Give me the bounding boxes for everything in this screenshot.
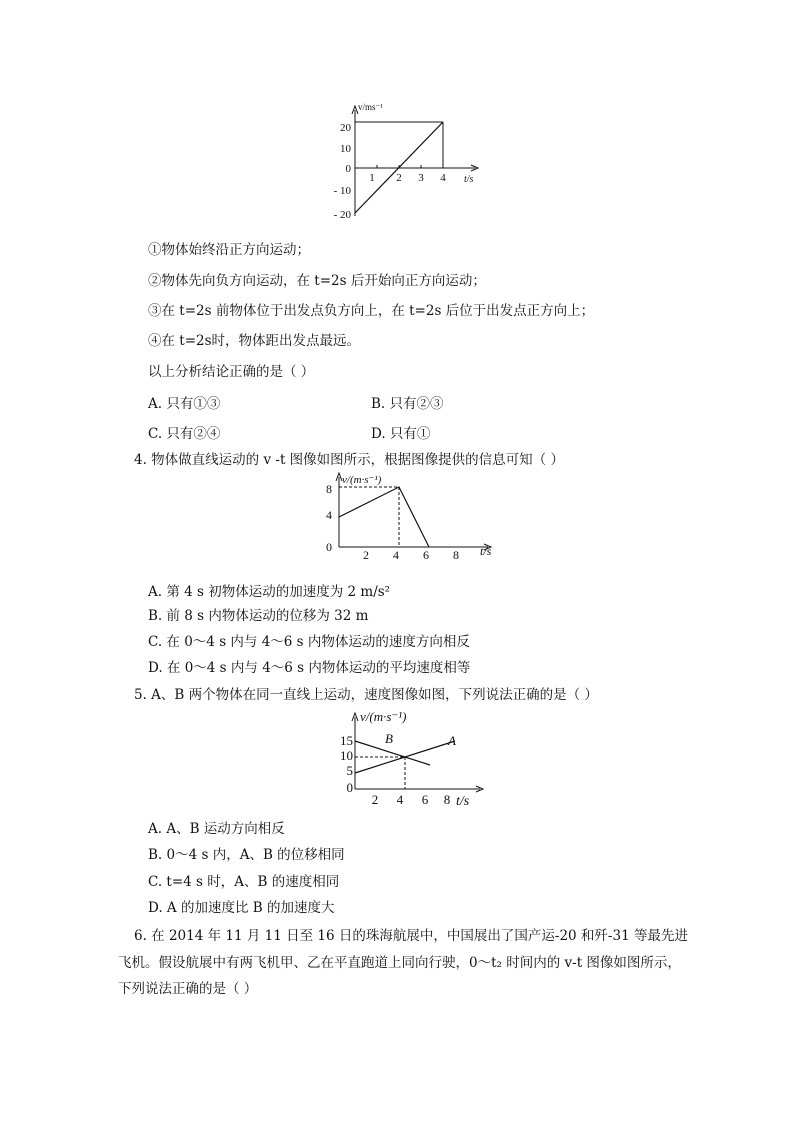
y-tick-label: 0 [346,780,353,795]
statement-3: ③在 t=2s 前物体位于出发点负方向上，在 t=2s 后位于出发点正方向上； [148,303,595,319]
y-tick-label: 10 [340,143,351,155]
y-tick-label: - 10 [333,185,351,197]
x-tick-label: 3 [418,172,424,184]
y-tick-label: 20 [340,122,351,134]
statement-4: ④在 t=2s时，物体距出发点最远。 [148,333,361,349]
y-tick-label: 0 [326,540,332,554]
option-d[interactable]: D. 只有① [371,426,431,442]
velocity-time-graph-1 [325,98,485,223]
question-6-line-3: 下列说法正确的是（ ） [118,981,258,997]
velocity-time-graph-3 [330,703,490,813]
option-c[interactable]: C. 只有②④ [148,426,221,442]
option-d[interactable]: D. A 的加速度比 B 的加速度大 [148,900,335,916]
x-tick-label: 1 [369,172,375,184]
x-tick-label: 6 [421,792,429,807]
option-d[interactable]: D. 在 0～4 s 内与 4～6 s 内物体运动的平均速度相等 [148,660,471,676]
x-tick-label: 6 [423,548,429,562]
y-tick-label: 15 [340,733,353,748]
question-4-stem: 4. 物体做直线运动的 v -t 图像如图所示，根据图像提供的信息可知（ ） [134,452,564,468]
x-tick-label: 2 [363,548,369,562]
question-5-stem: 5. A、B 两个物体在同一直线上运动，速度图像如图，下列说法正确的是（ ） [134,687,598,703]
series-label-a: A [448,733,456,748]
option-c[interactable]: C. t=4 s 时，A、B 的速度相同 [148,874,340,890]
y-tick-label: 5 [346,763,353,778]
y-axis-label: v/(m·s⁻¹) [360,709,407,724]
option-b[interactable]: B. 0～4 s 内，A、B 的位移相同 [148,847,345,863]
x-axis-label: t/s [480,544,492,558]
y-tick-label: 8 [326,482,332,496]
statement-2: ②物体先向负方向运动，在 t=2s 后开始向正方向运动； [148,273,486,289]
question-prompt: 以上分析结论正确的是（ ） [148,364,315,380]
x-tick-label: 8 [453,548,459,562]
y-tick-label: 4 [326,508,332,522]
velocity-time-graph-2 [320,467,510,564]
y-tick-label: 0 [345,163,351,175]
y-tick-label: 10 [340,748,353,763]
option-a[interactable]: A. 只有①③ [148,396,221,412]
x-tick-label: 2 [396,172,402,184]
x-tick-label: 4 [440,172,446,184]
statement-1: ①物体始终沿正方向运动； [148,242,310,258]
option-a[interactable]: A. A、B 运动方向相反 [148,821,285,837]
x-tick-label: 2 [371,792,379,807]
x-tick-label: 4 [396,792,404,807]
x-tick-label: 8 [443,792,451,807]
x-tick-label: 4 [393,548,399,562]
velocity-line [339,487,429,547]
question-6-line-1: 6. 在 2014 年 11 月 11 日至 16 日的珠海航展中，中国展出了国产运-20 和歼-31 等最先进 [134,928,688,944]
y-axis-label: v/ms⁻¹ [358,102,383,112]
option-b[interactable]: B. 只有②③ [371,396,444,412]
y-tick-label: - 20 [333,209,351,221]
x-axis-label: t/s [464,174,474,185]
y-axis-label: v/(m·s⁻¹) [342,474,382,486]
option-a[interactable]: A. 第 4 s 初物体运动的加速度为 2 m/s² [148,584,391,600]
option-b[interactable]: B. 前 8 s 内物体运动的位移为 32 m [148,608,369,624]
question-6-line-2: 飞机。假设航展中有两飞机甲、乙在平直跑道上同向行驶，0～t₂ 时间内的 v-t 图像如图所示， [118,955,681,971]
series-label-b: B [385,731,393,746]
x-axis-label: t/s [456,794,470,809]
option-c[interactable]: C. 在 0～4 s 内与 4～6 s 内物体运动的速度方向相反 [148,634,470,650]
